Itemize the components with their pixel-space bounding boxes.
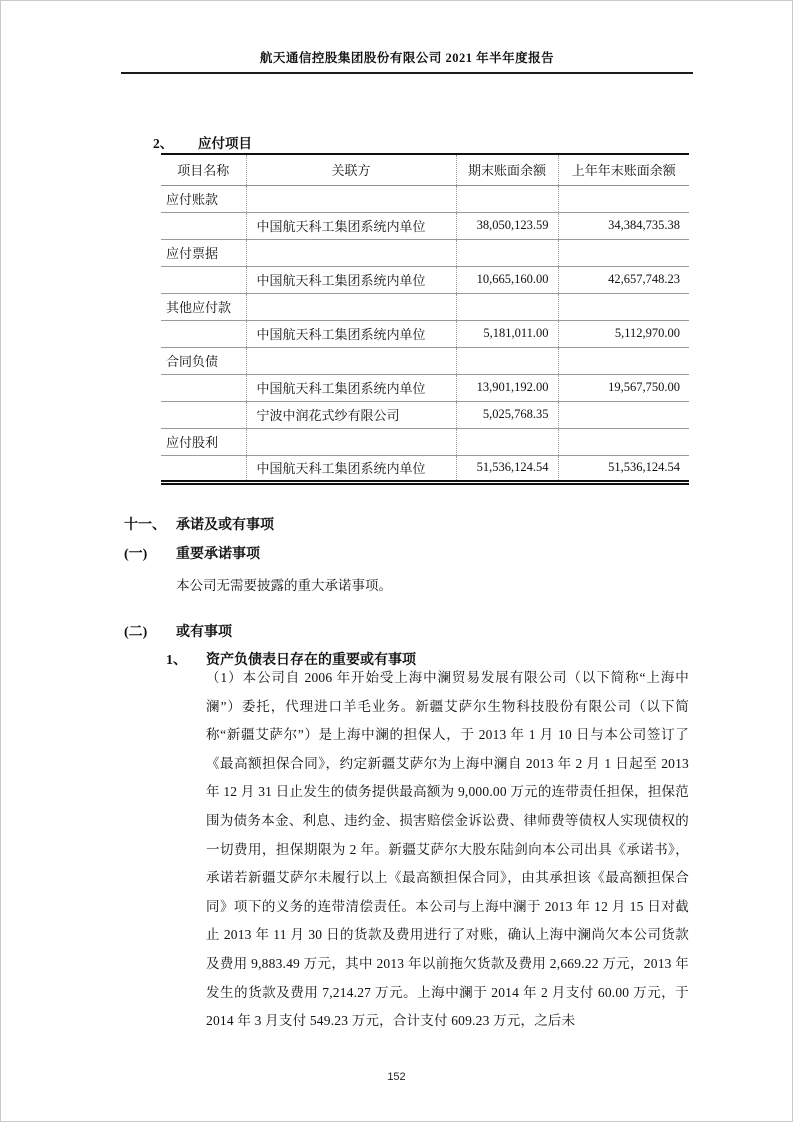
table-row	[161, 320, 689, 347]
cell-item	[161, 374, 246, 401]
page-number: 152	[387, 1071, 406, 1083]
column-header-ending-balance: 期末账面余额	[456, 154, 558, 185]
table-row	[161, 401, 689, 428]
cell-prior	[558, 401, 689, 428]
section-number: 十一、	[124, 518, 166, 533]
item-title: 资产负债表日存在的重要或有事项	[206, 653, 416, 668]
subsection-important-commitments	[124, 546, 260, 563]
cell-party: 中国航天科工集团系统内单位	[246, 320, 456, 347]
cell-prior	[558, 428, 689, 455]
cell-item: 应付账款	[161, 185, 246, 212]
cell-party	[246, 185, 456, 212]
cell-ending	[456, 185, 558, 212]
subsection-number: (二)	[124, 625, 148, 640]
cell-party: 中国航天科工集团系统内单位	[246, 212, 456, 239]
column-header-item: 项目名称	[161, 154, 246, 185]
cell-item: 应付股利	[161, 428, 246, 455]
payables-table	[161, 153, 689, 485]
cell-prior	[558, 185, 689, 212]
subsection-number: (一)	[124, 547, 148, 562]
payables-heading-text: 应付项目	[198, 136, 252, 151]
cell-item: 合同负债	[161, 347, 246, 374]
cell-ending: 13,901,192.00	[456, 374, 558, 401]
cell-prior	[558, 293, 689, 320]
subsection-title: 重要承诺事项	[176, 547, 260, 562]
table-row	[161, 239, 689, 266]
cell-ending: 38,050,123.59	[456, 212, 558, 239]
cell-party: 中国航天科工集团系统内单位	[246, 266, 456, 293]
table-row	[161, 293, 689, 320]
contingency-paragraph: （1）本公司自 2006 年开始受上海中澜贸易发展有限公司（以下简称“上海中澜”）委托，代理进口羊毛业务。新疆艾萨尔生物科技股份有限公司（以下简称“新疆艾萨尔”）是上海中澜的担保人，于 2013 年 1 月 10 日与本公司签订了《最高额担保合同》，约定新疆艾萨尔为上海中澜自 2013 年 2 月 1 日起至 2013 年 12 月 31 日止发生的债务提供最高额为 9,000.00 万元的连带责任担保，担保范围为债务本金、利息、违约金、损害赔偿金诉讼费、律师费等债权人实现债权的一切费用，担保期限为 2 年。新疆艾萨尔大股东陆剑向本公司出具《承诺书》，承诺若新疆艾萨尔未履行以上《最高额担保合同》，由其承担该《最高额担保合同》项下的义务的连带清偿责任。本公司与上海中澜于 2013 年 12 月 15 日对截止 2013 年 11 月 30 日的货款及费用进行了对账，确认上海中澜尚欠本公司货款及费用 9,883.49 万元，其中 2013 年以前拖欠货款及费用 2,669.22 万元，2013 年发生的货款及费用 7,214.27 万元。上海中澜于 2014 年 2 月支付 60.00 万元，于 2014 年 3 月支付 549.23 万元，合计支付 609.23 万元，之后未	[206, 670, 689, 1029]
cell-party: 中国航天科工集团系统内单位	[246, 374, 456, 401]
table-row	[161, 266, 689, 293]
table-row	[161, 185, 689, 212]
item-number: 1、	[166, 653, 187, 668]
section-commitments-heading	[124, 517, 274, 534]
cell-ending: 5,025,768.35	[456, 401, 558, 428]
section-title: 承诺及或有事项	[176, 518, 274, 533]
cell-item	[161, 401, 246, 428]
table-row	[161, 374, 689, 401]
report-header-title: 航天通信控股集团股份有限公司 2021 年半年度报告	[259, 51, 555, 65]
table-row	[161, 428, 689, 455]
cell-prior: 5,112,970.00	[558, 320, 689, 347]
subsection-contingencies	[124, 624, 232, 641]
cell-prior: 42,657,748.23	[558, 266, 689, 293]
cell-item	[161, 455, 246, 482]
table-row	[161, 455, 689, 482]
cell-item: 应付票据	[161, 239, 246, 266]
column-header-related-party: 关联方	[246, 154, 456, 185]
cell-ending	[456, 347, 558, 374]
subsection-body-text: 本公司无需要披露的重大承诺事项。	[176, 578, 392, 593]
header-rule	[121, 72, 693, 74]
cell-ending: 5,181,011.00	[456, 320, 558, 347]
payables-heading	[153, 132, 252, 152]
payables-heading-number: 2、	[153, 136, 174, 151]
cell-prior: 51,536,124.54	[558, 455, 689, 482]
cell-party	[246, 428, 456, 455]
cell-party: 中国航天科工集团系统内单位	[246, 455, 456, 482]
cell-ending	[456, 293, 558, 320]
table-row	[161, 212, 689, 239]
cell-ending: 10,665,160.00	[456, 266, 558, 293]
column-header-prior-year-balance: 上年年末账面余额	[558, 154, 689, 185]
cell-item	[161, 266, 246, 293]
cell-ending	[456, 239, 558, 266]
cell-prior	[558, 347, 689, 374]
cell-ending: 51,536,124.54	[456, 455, 558, 482]
cell-ending	[456, 428, 558, 455]
cell-party: 宁波中润花式纱有限公司	[246, 401, 456, 428]
cell-party	[246, 293, 456, 320]
cell-prior: 19,567,750.00	[558, 374, 689, 401]
subsection-title: 或有事项	[176, 625, 232, 640]
cell-item: 其他应付款	[161, 293, 246, 320]
table-row	[161, 347, 689, 374]
cell-party	[246, 347, 456, 374]
cell-item	[161, 212, 246, 239]
cell-party	[246, 239, 456, 266]
cell-prior: 34,384,735.38	[558, 212, 689, 239]
cell-item	[161, 320, 246, 347]
cell-prior	[558, 239, 689, 266]
table-header-row	[161, 154, 689, 185]
